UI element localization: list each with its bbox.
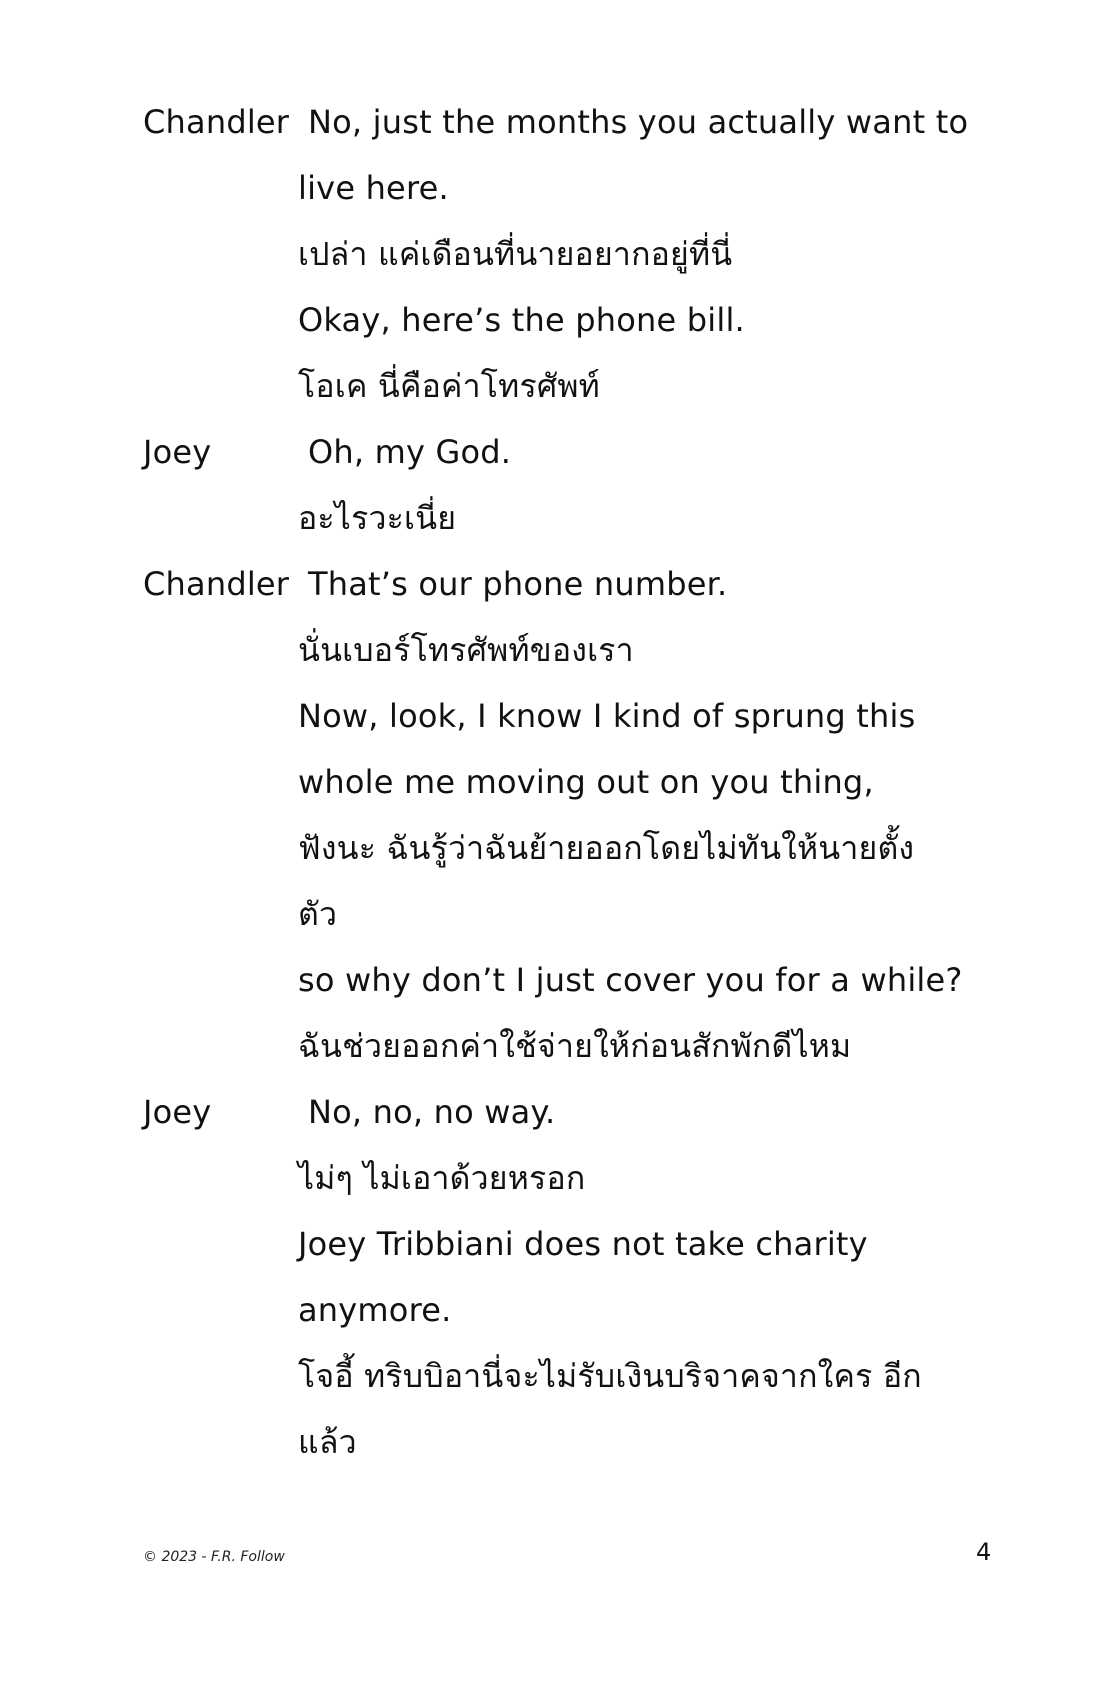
translation-line: แล้ว [298,1423,357,1461]
dialogue-line: That’s our phone number. [308,565,728,603]
translation-line: โอเค นี่คือค่าโทรศัพท์ [298,367,600,405]
dialogue-line: live here. [298,169,449,207]
speaker-name: Joey [143,1093,212,1131]
dialogue-line: Joey Tribbiani does not take charity [298,1225,868,1263]
translation-line: ฟังนะ ฉันรู้ว่าฉันย้ายออกโดยไม่ทันให้นายตั้ง [298,829,915,867]
dialogue-line: Oh, my God. [308,433,512,471]
translation-line: ไม่ๆ ไม่เอาด้วยหรอก [298,1159,586,1197]
dialogue-line: whole me moving out on you thing, [298,763,874,801]
dialogue-line: anymore. [298,1291,452,1329]
speaker-name: Chandler [143,103,290,141]
translation-line: นั่นเบอร์โทรศัพท์ของเรา [298,631,634,669]
copyright-notice: © 2023 - F.R. Follow [143,1549,285,1565]
dialogue-line: No, no, no way. [308,1093,556,1131]
translation-line: อะไรวะเนี่ย [298,499,457,537]
page-number: 4 [976,1538,992,1566]
speaker-name: Chandler [143,565,290,603]
translation-line: เปล่า แค่เดือนที่นายอยากอยู่ที่นี่ [298,235,733,273]
translation-line: โจอี้ ทริบบิอานี่จะไม่รับเงินบริจาคจากใคร อีก [298,1357,922,1395]
dialogue-line: No, just the months you actually want to [308,103,969,141]
translation-line: ตัว [298,895,338,933]
dialogue-line: Okay, here’s the phone bill. [298,301,745,339]
translation-line: ฉันช่วยออกค่าใช้จ่ายให้ก่อนสักพักดีไหม [298,1027,852,1065]
dialogue-line: so why don’t I just cover you for a while? [298,961,963,999]
dialogue-line: Now, look, I know I kind of sprung this [298,697,916,735]
speaker-name: Joey [143,433,212,471]
